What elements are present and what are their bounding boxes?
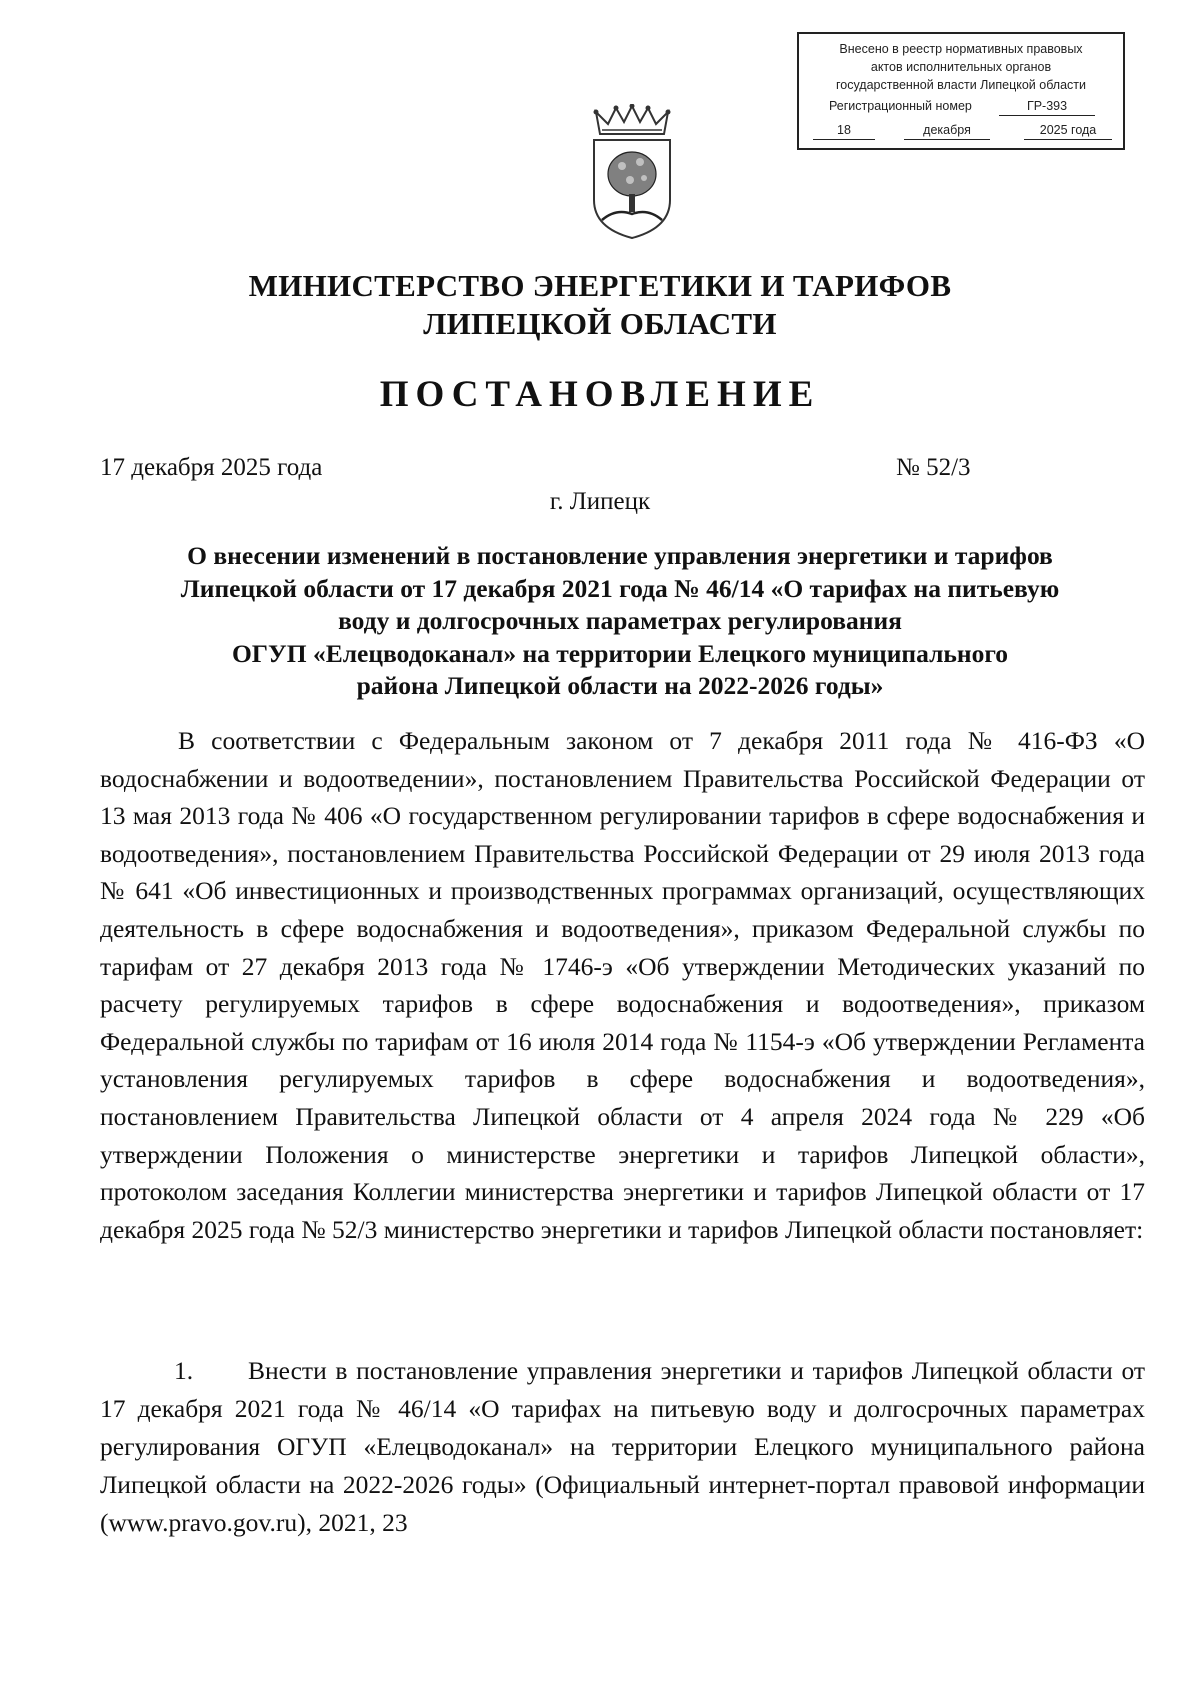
- stamp-line-2: актов исполнительных органов: [870, 60, 1052, 74]
- item-1-number: 1.: [174, 1356, 194, 1385]
- stamp-reg-number: ГР-393: [999, 98, 1095, 116]
- preamble-paragraph: В соответствии с Федеральным законом от 7 декабря 2011 года № 416-ФЗ «О водоснабжении и водоотведении», постановлением Правительства Российской Федерации от 13 мая 2013 года № 406 «О государственном регулировании тарифов в сфере водоснабжения и водоотведения», постановлением Правительства Российской Федерации от 29 июля 2013 года № 641 «Об инвестиционных и производственных программах организаций, осуществляющих деятельность в сфере водоснабжения и водоотведения», приказом Федеральной службы по тарифам от 27 декабря 2013 года № 1746-э «Об утверждении Методических указаний по расчету регулируемых тарифов в сфере водоснабжения и водоотведения», приказом Федеральной службы по тарифам от 16 июля 2014 года № 1154-э «Об утверждении Регламента установления регулируемых тарифов в сфере водоснабжения и водоотведения», постановлением Правительства Липецкой области от 4 апреля 2024 года № 229 «Об утверждении Положения о министерстве энергетики и тарифов Липецкой области», протоколом заседания Коллегии министерства энергетики и тарифов Липецкой области от 17 декабря 2025 года № 52/3 министерство энергетики и тарифов Липецкой области постановляет:: [100, 726, 1145, 1244]
- ministry-name-line-2: ЛИПЕЦКОЙ ОБЛАСТИ: [423, 306, 777, 341]
- registry-stamp: [797, 32, 1125, 150]
- stamp-line-3: государственной власти Липецкой области: [835, 78, 1087, 92]
- title-line: района Липецкой области на 2022-2026 годы»: [356, 671, 884, 700]
- title-line: О внесении изменений в постановление управления энергетики и тарифов: [187, 541, 1053, 570]
- document-city: г. Липецк: [549, 488, 651, 515]
- item-1-paragraph: [100, 1352, 1145, 1542]
- stamp-line-1: Внесено в реестр нормативных правовых: [839, 42, 1083, 56]
- document-date: 17 декабря 2025 года: [100, 454, 323, 481]
- coat-of-arms-icon: [590, 104, 674, 240]
- stamp-year: 2025 года: [1024, 122, 1112, 140]
- ministry-name-line-1: МИНИСТЕРСТВО ЭНЕРГЕТИКИ И ТАРИФОВ: [248, 268, 952, 303]
- title-line: воду и долгосрочных параметрах регулирования: [338, 606, 902, 635]
- document-title: [100, 540, 1140, 703]
- document-type: ПОСТАНОВЛЕНИЕ: [379, 374, 821, 415]
- title-line: Липецкой области от 17 декабря 2021 года № 46/14 «О тарифах на питьевую: [180, 573, 1060, 603]
- item-1-text: Внести в постановление управления энергетики и тарифов Липецкой области от 17 декабря 2021 года № 46/14 «О тарифах на питьевую воду и долгосрочных параметрах регулирования ОГУП «Елецводоканал» на территории Елецкого муниципального района Липецкой области на 2022-2026 годы» (Официальный интернет-портал правовой информации (www.pravo.gov.ru), 2021, 23: [100, 1356, 1145, 1537]
- stamp-reg-label: Регистрационный номер: [829, 99, 972, 113]
- title-line: ОГУП «Елецводоканал» на территории Елецкого муниципального: [231, 638, 1009, 668]
- document-number: № 52/3: [896, 454, 971, 481]
- stamp-day: 18: [813, 122, 875, 140]
- stamp-month: декабря: [904, 122, 990, 140]
